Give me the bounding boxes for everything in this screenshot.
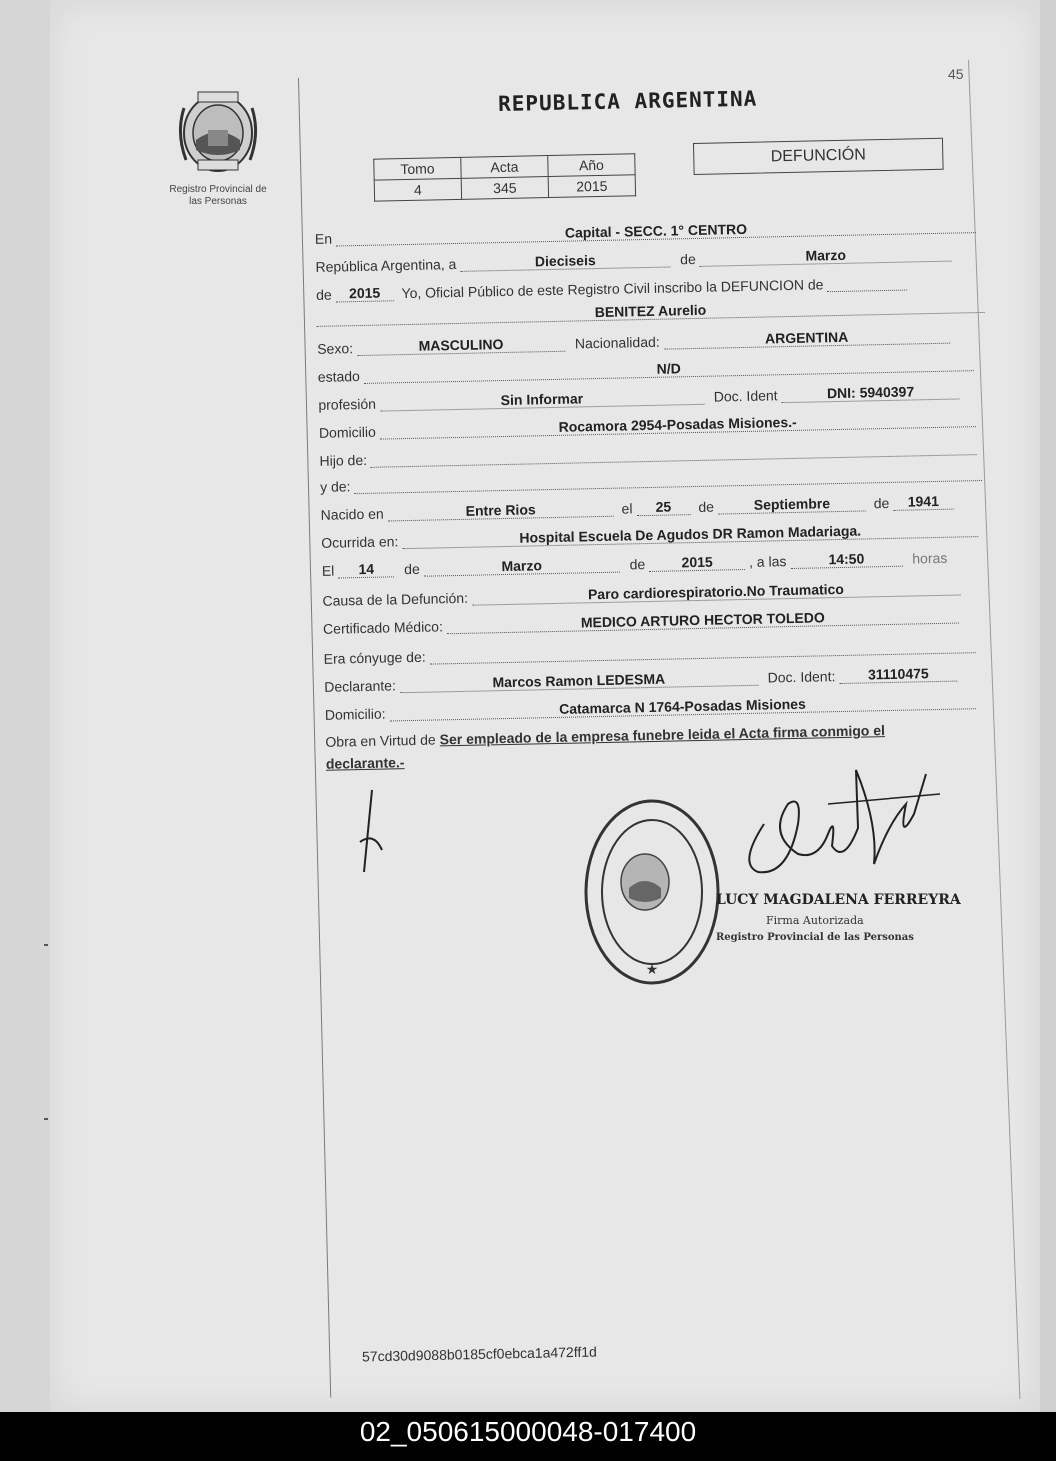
de2-label: de [315,286,332,303]
tomo-header: Tomo [374,157,461,180]
document-hash: 57cd30d9088b0185cf0ebca1a472ff1d [361,1343,598,1365]
domicilio-value: Rocamora 2954-Posadas Misiones.- [380,410,976,439]
official-stamp [583,798,721,986]
de3-label: de [698,498,715,515]
doc2-value: 31110475 [839,665,957,684]
domicilio2-value: Catamarca N 1764-Posadas Misiones [389,692,975,721]
signatory-role: Firma Autorizada [766,914,864,927]
obra-value-2: declarante.- [325,754,405,772]
signatory-org: Registro Provincial de las Personas [716,932,914,943]
caption-line-1: Registro Provincial de [169,184,267,195]
acta-value: 345 [461,177,548,200]
death-year: 2015 [649,553,745,572]
sexo-label: Sexo: [317,340,354,357]
profesion-label: profesión [318,395,377,413]
svg-text:★: ★ [645,962,659,978]
nacido-value: Entre Rios [388,500,614,522]
birth-day: 25 [636,498,690,516]
conyuge-value [429,636,975,664]
nacionalidad-value: ARGENTINA [663,327,949,350]
handwritten-signature [728,764,948,904]
de4-label: de [873,494,890,512]
line-el [322,549,952,584]
signatory-name: LUCY MAGDALENA FERREYRA [716,892,961,908]
month-value: Marzo [700,245,952,267]
obra-value: Ser empleado de la empresa funebre leida el Acta firma conmigo el [439,722,886,748]
doc-label: Doc. Ident [713,387,778,405]
document-title: REPUBLICA ARGENTINA [497,86,758,117]
conyuge-label: Era cónyuge de: [323,648,426,667]
hijo-label: Hijo de: [319,451,368,469]
document-type-box: DEFUNCIÓN [693,138,944,175]
horas-label: horas [912,549,948,567]
line-obra [325,722,885,756]
causa-value: Paro cardiorespiratorio.No Traumatico [472,578,960,605]
deceased-name: BENITEZ Aurelio [316,296,984,327]
el2-label: El [321,562,335,579]
tomo-value: 4 [374,178,461,201]
page-number: 45 [948,66,964,82]
record-table [373,153,636,201]
republica-label: República Argentina, a [315,255,457,275]
ocurrida-value: Hospital Escuela De Agudos DR Ramon Madariaga. [402,520,978,549]
anio-header: Año [548,154,635,177]
declarante-label: Declarante: [324,677,397,695]
domicilio2-label: Domicilio: [324,705,386,723]
doc2-label: Doc. Ident: [767,668,836,686]
anio-value: 2015 [548,175,635,198]
nacionalidad-label: Nacionalidad: [574,333,660,352]
doc-value: DNI: 5940397 [781,382,959,403]
estado-value: N/D [364,354,974,384]
yde-label: y de: [319,478,351,495]
en-value: Capital - SECC. 1° CENTRO [336,216,976,246]
ocurrida-label: Ocurrida en: [321,533,399,551]
inscribo-text: Yo, Oficial Público de este Registro Civil inscribo la DEFUNCION de [401,276,824,302]
obra-label: Obra en Virtud de [325,731,436,750]
inscribo-blank [827,274,907,293]
nacido-label: Nacido en [320,505,384,523]
birth-month: Septiembre [718,494,866,514]
estado-label: estado [317,368,361,385]
scan-footer-id: 02_050615000048-017400 [0,1412,1056,1461]
year-value: 2015 [335,284,393,302]
causa-label: Causa de la Defunción: [322,589,469,609]
line-obra2 [326,754,405,778]
certificado-value: MEDICO ARTURO HECTOR TOLEDO [447,607,959,635]
alas-label: , a las [748,553,787,570]
declarante-value: Marcos Ramon LEDESMA [400,669,758,693]
domicilio-label: Domicilio [318,423,376,441]
sexo-value: MASCULINO [357,335,565,356]
death-day: 14 [338,560,394,578]
de6-label: de [629,556,646,573]
caption-line-2: las Personas [189,196,247,207]
de5-label: de [404,560,420,578]
death-month: Marzo [424,556,620,577]
day-value: Dieciseis [460,250,670,271]
initial-mark [352,786,392,876]
de-label: de [680,250,696,268]
el-label: el [621,500,633,517]
birth-year: 1941 [893,493,953,511]
en-label: En [314,230,333,247]
certificado-label: Certificado Médico: [322,618,444,637]
acta-header: Acta [461,156,548,179]
death-time: 14:50 [790,550,902,569]
profesion-value: Sin Informar [380,388,704,412]
record-value-row [374,175,635,201]
